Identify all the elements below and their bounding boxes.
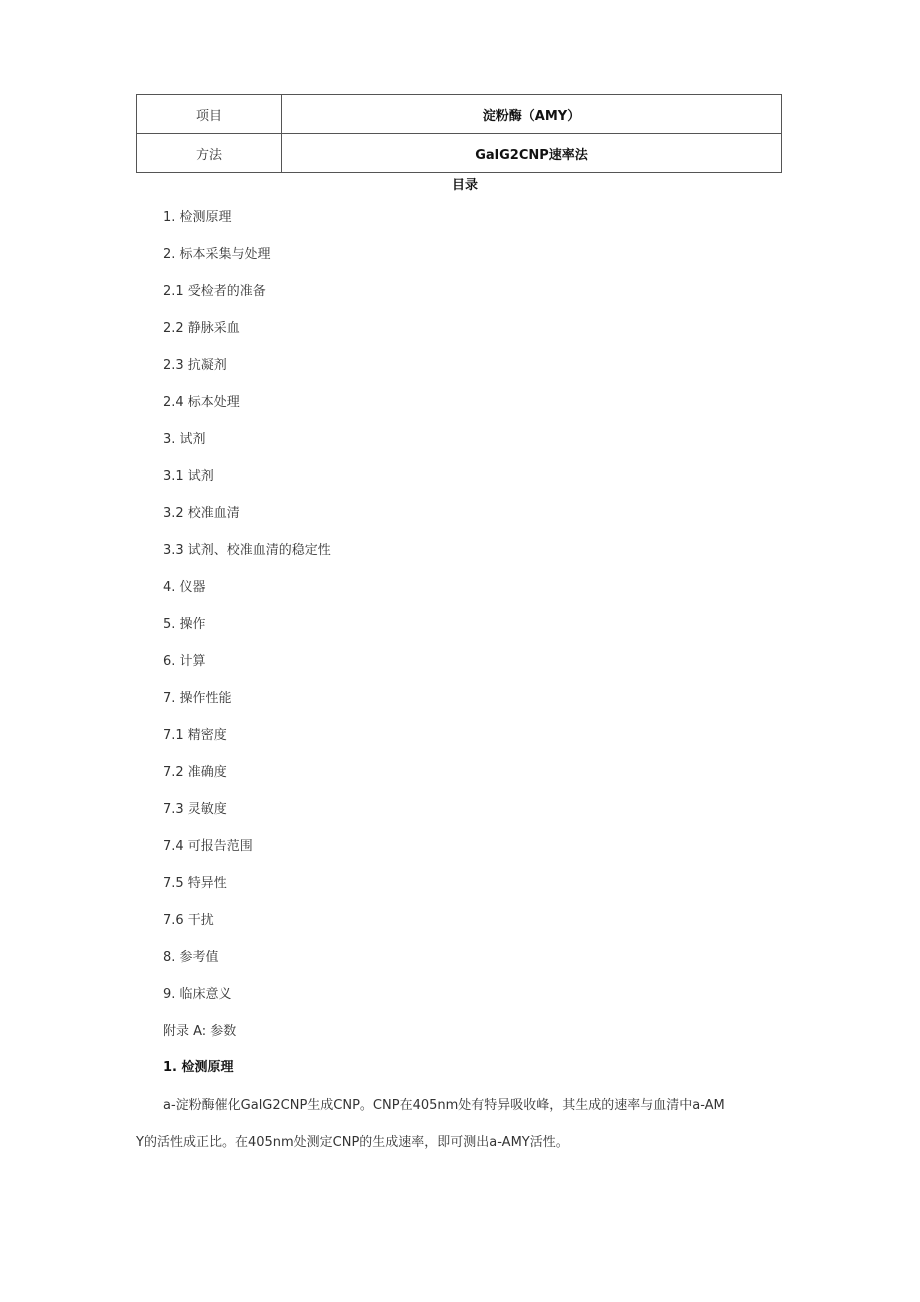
toc-item: 1. 检测原理	[163, 210, 232, 225]
table-row	[137, 134, 782, 173]
paragraph-line: a-淀粉酶催化GalG2CNP生成CNP。CNP在405nm处有特异吸收峰，其生成的速率与血清中a-AM	[163, 1098, 725, 1113]
item-label-cell: 项目	[137, 95, 282, 134]
toc-item: 8. 参考值	[163, 950, 219, 965]
toc-item: 5. 操作	[163, 617, 206, 632]
toc-item: 7.2 准确度	[163, 765, 227, 780]
toc-item: 附录 A: 参数	[163, 1024, 237, 1039]
toc-item: 7. 操作性能	[163, 691, 232, 706]
header-table	[136, 94, 782, 173]
paragraph-line: Y的活性成正比。在405nm处测定CNP的生成速率，即可测出a-AMY活性。	[136, 1135, 569, 1150]
table-row	[137, 95, 782, 134]
method-value-cell: GalG2CNP速率法	[282, 134, 782, 173]
toc-item: 2.4 标本处理	[163, 395, 240, 410]
toc-item: 2.1 受检者的准备	[163, 284, 266, 299]
toc-item: 3.1 试剂	[163, 469, 214, 484]
toc-item: 3. 试剂	[163, 432, 206, 447]
toc-item: 2.2 静脉采血	[163, 321, 240, 336]
section-heading: 1. 检测原理	[163, 1060, 234, 1075]
toc-item: 2. 标本采集与处理	[163, 247, 271, 262]
toc-list	[163, 208, 331, 1059]
item-value-cell: 淀粉酶（AMY）	[282, 95, 782, 134]
method-label-cell: 方法	[137, 134, 282, 173]
toc-item: 3.3 试剂、校准血清的稳定性	[163, 543, 331, 558]
principle-paragraph	[136, 1096, 746, 1170]
toc-item: 9. 临床意义	[163, 987, 232, 1002]
toc-title: 目录	[451, 178, 478, 193]
toc-item: 4. 仪器	[163, 580, 206, 595]
toc-item: 7.6 干扰	[163, 913, 214, 928]
toc-item: 7.5 特异性	[163, 876, 227, 891]
toc-item: 7.3 灵敏度	[163, 802, 227, 817]
toc-item: 7.4 可报告范围	[163, 839, 253, 854]
toc-item: 3.2 校准血清	[163, 506, 240, 521]
toc-item: 6. 计算	[163, 654, 206, 669]
toc-item: 7.1 精密度	[163, 728, 227, 743]
toc-item: 2.3 抗凝剂	[163, 358, 227, 373]
